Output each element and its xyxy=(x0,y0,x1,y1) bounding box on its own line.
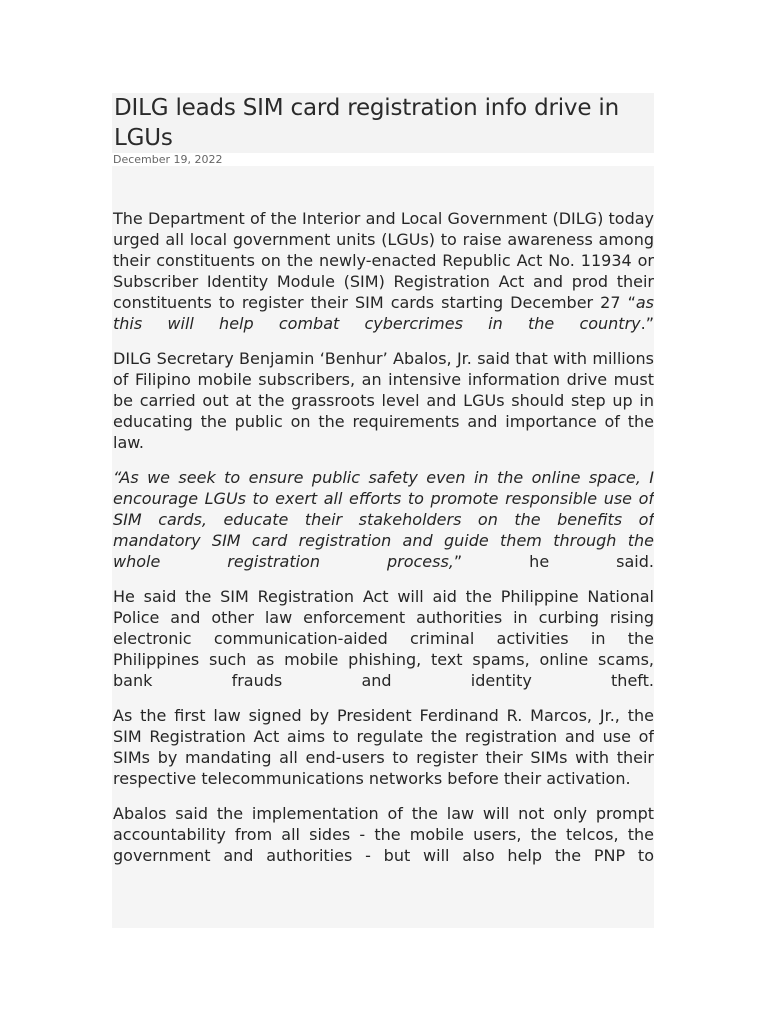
paragraph-6: Abalos said the implementation of the law will not only prompt accountability from all sides - the mobile users, the telcos, the government and authorities - but will also help the PNP to xyxy=(113,804,654,865)
paragraph-5: As the first law signed by President Ferdinand R. Marcos, Jr., the SIM Registration Act aims to regulate the registration and use of SIMs by mandating all end-users to register their SIMs with their respective telecommunications networks before their activation. xyxy=(113,706,654,788)
paragraph-4: He said the SIM Registration Act will aid the Philippine National Police and other law enforcement authorities in curbing rising electronic communication-aided criminal activities in the Philippines such as mobile phishing, text spams, online scams, bank frauds and identity theft. xyxy=(113,587,654,690)
title-block xyxy=(112,93,654,153)
paragraph-3-end: ” he said. xyxy=(453,552,654,571)
paragraph-1-quote: as this will help combat cybercrimes in the country xyxy=(113,293,654,333)
paragraph-1 xyxy=(113,208,654,334)
paragraph-1-end: .” xyxy=(640,314,654,333)
article-body xyxy=(112,166,654,928)
article-date: December 19, 2022 xyxy=(113,153,223,166)
paragraph-3-quote: “As we seek to ensure public safety even in the online space, I encourage LGUs to exert all efforts to promote responsible use of SIM cards, educate their stakeholders on the benefits of mandatory SIM card registration and guide them through the whole registration process, xyxy=(113,468,654,571)
paragraph-3 xyxy=(113,467,654,572)
paragraph-1-text: The Department of the Interior and Local Government (DILG) today urged all local government units (LGUs) to raise awareness among their constituents on the newly-enacted Republic Act No. 11934 or Subscriber Identity Module (SIM) Registration Act and prod their constituents to register their SIM cards starting December 27 “ xyxy=(113,209,654,312)
paragraph-2: DILG Secretary Benjamin ‘Benhur’ Abalos, Jr. said that with millions of Filipino mobile subscribers, an intensive information drive must be carried out at the grassroots level and LGUs should step up in educating the public on the requirements and importance of the law. xyxy=(113,349,654,452)
article-title: DILG leads SIM card registration info drive in LGUs xyxy=(114,95,619,151)
article-content xyxy=(112,166,654,866)
